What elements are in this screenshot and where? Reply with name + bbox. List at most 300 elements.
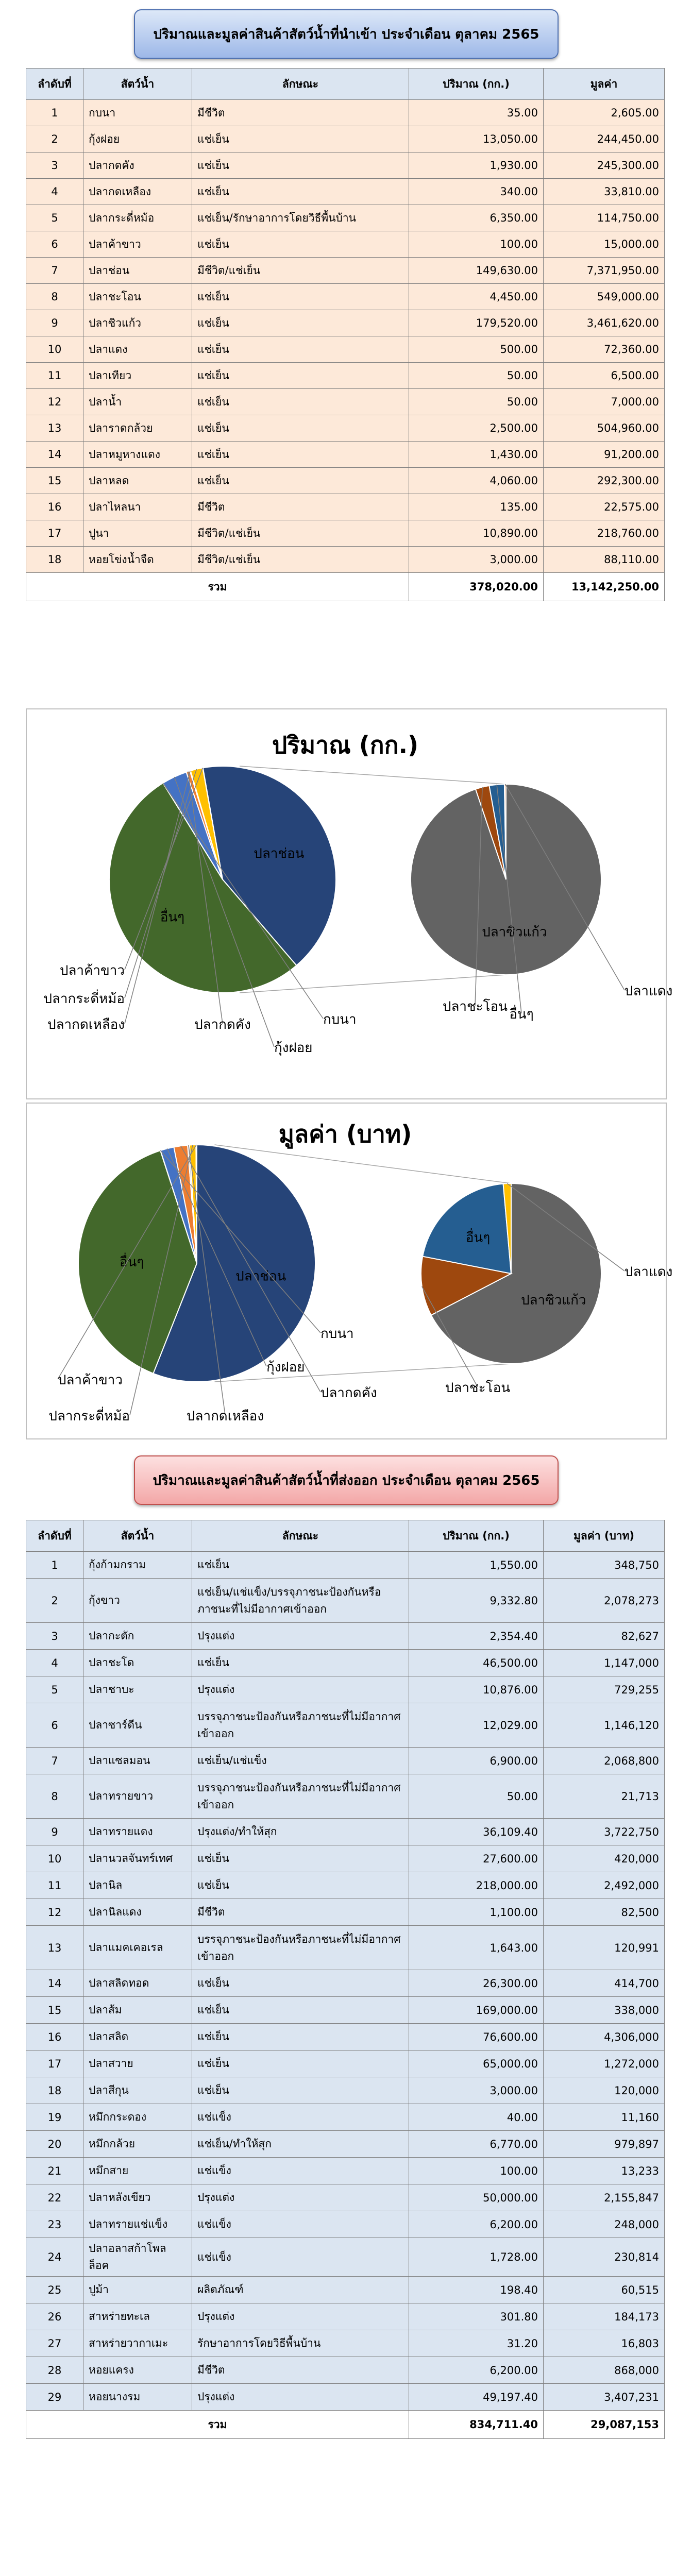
species-cell: ปลาน้ำ xyxy=(83,389,192,415)
type-cell: แช่แข็ง xyxy=(192,2104,409,2131)
quantity-cell: 76,600.00 xyxy=(409,2024,544,2050)
quantity-cell: 4,060.00 xyxy=(409,468,544,494)
type-cell: แช่เย็น xyxy=(192,336,409,363)
quantity-cell: 1,430.00 xyxy=(409,442,544,468)
quantity-cell: 198.40 xyxy=(409,2277,544,2303)
chart-title: มูลค่า (บาท) xyxy=(278,1120,412,1148)
table-row xyxy=(26,1970,665,1997)
main-pie-label: ปลาช่อน xyxy=(254,846,305,862)
species-cell: ปลาอลาสก้าโพลล็อค xyxy=(83,2238,192,2277)
main-pie-label: กุ้งฝอย xyxy=(274,1040,313,1056)
species-cell: หอยนางรม xyxy=(83,2384,192,2411)
quantity-cell: 179,520.00 xyxy=(409,310,544,336)
main-pie-label: กบนา xyxy=(320,1326,354,1342)
quantity-cell: 1,550.00 xyxy=(409,1552,544,1579)
detail-pie-label: อื่นๆ xyxy=(465,1230,491,1246)
quantity-cell: 4,450.00 xyxy=(409,284,544,310)
type-cell: แช่เย็น xyxy=(192,152,409,179)
row-number-cell: 7 xyxy=(26,258,83,284)
header-cell: ลำดับที่ xyxy=(26,1520,83,1552)
quantity-cell: 301.80 xyxy=(409,2303,544,2330)
species-cell: หอยแครง xyxy=(83,2357,192,2384)
table-row xyxy=(26,2211,665,2238)
table-row xyxy=(26,152,665,179)
table-row xyxy=(26,2303,665,2330)
table-row xyxy=(26,205,665,231)
table-row xyxy=(26,1703,665,1748)
row-number-cell: 4 xyxy=(26,179,83,205)
row-number-cell: 17 xyxy=(26,520,83,547)
species-cell: ปลาช่อน xyxy=(83,258,192,284)
row-number-cell: 28 xyxy=(26,2357,83,2384)
total-value: 13,142,250.00 xyxy=(544,573,665,601)
species-cell: กุ้งฝอย xyxy=(83,126,192,152)
type-cell: แช่เย็น xyxy=(192,389,409,415)
total-quantity: 378,020.00 xyxy=(409,573,544,601)
value-cell: 979,897 xyxy=(544,2131,665,2158)
row-number-cell: 18 xyxy=(26,2077,83,2104)
value-cell: 420,000 xyxy=(544,1845,665,1872)
value-cell: 120,991 xyxy=(544,1926,665,1970)
row-number-cell: 12 xyxy=(26,1899,83,1926)
value-cell: 549,000.00 xyxy=(544,284,665,310)
value-cell: 82,500 xyxy=(544,1899,665,1926)
row-number-cell: 4 xyxy=(26,1650,83,1676)
main-pie-label: ปลาช่อน xyxy=(235,1268,286,1284)
type-cell: แช่เย็น xyxy=(192,310,409,336)
type-cell: แช่เย็น xyxy=(192,284,409,310)
type-cell: มีชีวิต xyxy=(192,494,409,520)
row-number-cell: 26 xyxy=(26,2303,83,2330)
row-number-cell: 5 xyxy=(26,205,83,231)
quantity-cell: 1,930.00 xyxy=(409,152,544,179)
value-cell: 1,147,000 xyxy=(544,1650,665,1676)
row-number-cell: 19 xyxy=(26,2104,83,2131)
species-cell: ปลาทรายแดง xyxy=(83,1819,192,1845)
species-cell: ปลาแดง xyxy=(83,336,192,363)
row-number-cell: 15 xyxy=(26,468,83,494)
species-cell: ปลาสีกุน xyxy=(83,2077,192,2104)
species-cell: กุ้งก้ามกราม xyxy=(83,1552,192,1579)
quantity-cell: 218,000.00 xyxy=(409,1872,544,1899)
table-row xyxy=(26,1552,665,1579)
type-cell: มีชีวิต/แช่เย็น xyxy=(192,547,409,573)
type-cell: แช่เย็น/ทำให้สุก xyxy=(192,2131,409,2158)
quantity-cell: 500.00 xyxy=(409,336,544,363)
species-cell: ปลาส้ม xyxy=(83,1997,192,2024)
value-cell: 1,272,000 xyxy=(544,2050,665,2077)
detail-pie-label: ปลาแดง xyxy=(625,1264,673,1280)
row-number-cell: 13 xyxy=(26,1926,83,1970)
quantity-cell: 50.00 xyxy=(409,1774,544,1819)
detail-pie-label: ปลาซิวแก้ว xyxy=(521,1292,586,1308)
type-cell: แช่เย็น xyxy=(192,2024,409,2050)
quantity-cell: 35.00 xyxy=(409,100,544,126)
main-pie-label: ปลากดเหลือง xyxy=(47,1017,125,1032)
value-cell: 414,700 xyxy=(544,1970,665,1997)
row-number-cell: 20 xyxy=(26,2131,83,2158)
quantity-cell: 40.00 xyxy=(409,2104,544,2131)
row-number-cell: 8 xyxy=(26,1774,83,1819)
row-number-cell: 22 xyxy=(26,2184,83,2211)
table-row xyxy=(26,258,665,284)
species-cell: ปลาเทียว xyxy=(83,363,192,389)
table-row xyxy=(26,1676,665,1703)
header-cell: ลำดับที่ xyxy=(26,69,83,100)
species-cell: ปลากระดี่หม้อ xyxy=(83,205,192,231)
main-pie-label: อื่นๆ xyxy=(119,1254,144,1270)
quantity-cell: 6,770.00 xyxy=(409,2131,544,2158)
quantity-cell: 169,000.00 xyxy=(409,1997,544,2024)
type-cell: ปรุงแต่ง/ทำให้สุก xyxy=(192,1819,409,1845)
table-row xyxy=(26,468,665,494)
value-cell: 338,000 xyxy=(544,1997,665,2024)
species-cell: กบนา xyxy=(83,100,192,126)
table-row xyxy=(26,520,665,547)
table-row xyxy=(26,1997,665,2024)
value-cell: 11,160 xyxy=(544,2104,665,2131)
total-label: รวม xyxy=(26,573,409,601)
quantity-cell: 9,332.80 xyxy=(409,1579,544,1623)
table-row xyxy=(26,2384,665,2411)
species-cell: หมึกสาย xyxy=(83,2158,192,2184)
quantity-cell: 149,630.00 xyxy=(409,258,544,284)
type-cell: แช่เย็น xyxy=(192,179,409,205)
value-cell: 33,810.00 xyxy=(544,179,665,205)
row-number-cell: 2 xyxy=(26,1579,83,1623)
import-table-header-row xyxy=(26,69,665,100)
type-cell: แช่เย็น xyxy=(192,1552,409,1579)
row-number-cell: 16 xyxy=(26,2024,83,2050)
table-row xyxy=(26,1623,665,1650)
table-row xyxy=(26,179,665,205)
quantity-cell: 6,350.00 xyxy=(409,205,544,231)
species-cell: ปลากดคัง xyxy=(83,152,192,179)
quantity-cell: 6,200.00 xyxy=(409,2211,544,2238)
type-cell: แช่เย็น xyxy=(192,126,409,152)
detail-pie-label: ปลาแดง xyxy=(625,984,673,999)
row-number-cell: 16 xyxy=(26,494,83,520)
main-pie-label: กุ้งฝอย xyxy=(266,1360,305,1375)
type-cell: แช่เย็น xyxy=(192,442,409,468)
header-cell: ลักษณะ xyxy=(192,69,409,100)
row-number-cell: 10 xyxy=(26,336,83,363)
value-cell: 218,760.00 xyxy=(544,520,665,547)
species-cell: ปลาสวาย xyxy=(83,2050,192,2077)
detail-pie-label: อื่นๆ xyxy=(509,1007,534,1022)
table-row xyxy=(26,2184,665,2211)
species-cell: กุ้งขาว xyxy=(83,1579,192,1623)
header-cell: ปริมาณ (กก.) xyxy=(409,69,544,100)
species-cell: ปลาชาบะ xyxy=(83,1676,192,1703)
row-number-cell: 11 xyxy=(26,363,83,389)
row-number-cell: 7 xyxy=(26,1748,83,1774)
import-value-chart xyxy=(26,1103,673,1439)
main-pie-label: ปลาค้าขาว xyxy=(59,963,125,978)
type-cell: ปรุงแต่ง xyxy=(192,2303,409,2330)
value-cell: 729,255 xyxy=(544,1676,665,1703)
quantity-cell: 6,200.00 xyxy=(409,2357,544,2384)
row-number-cell: 12 xyxy=(26,389,83,415)
row-number-cell: 5 xyxy=(26,1676,83,1703)
row-number-cell: 29 xyxy=(26,2384,83,2411)
total-quantity: 834,711.40 xyxy=(409,2411,544,2439)
row-number-cell: 1 xyxy=(26,100,83,126)
type-cell: แช่เย็น xyxy=(192,231,409,258)
quantity-cell: 31.20 xyxy=(409,2330,544,2357)
value-cell: 248,000 xyxy=(544,2211,665,2238)
table-row xyxy=(26,442,665,468)
header-cell: สัตว์น้ำ xyxy=(83,1520,192,1552)
value-cell: 60,515 xyxy=(544,2277,665,2303)
quantity-cell: 1,728.00 xyxy=(409,2238,544,2277)
type-cell: ปรุงแต่ง xyxy=(192,1623,409,1650)
type-cell: ปรุงแต่ง xyxy=(192,2384,409,2411)
row-number-cell: 9 xyxy=(26,1819,83,1845)
table-row xyxy=(26,1845,665,1872)
type-cell: แช่เย็น xyxy=(192,1970,409,1997)
main-pie-label: กบนา xyxy=(323,1012,357,1027)
quantity-cell: 10,890.00 xyxy=(409,520,544,547)
total-row xyxy=(26,2411,665,2439)
row-number-cell: 14 xyxy=(26,1970,83,1997)
row-number-cell: 17 xyxy=(26,2050,83,2077)
value-cell: 22,575.00 xyxy=(544,494,665,520)
type-cell: ผลิตภัณฑ์ xyxy=(192,2277,409,2303)
quantity-cell: 26,300.00 xyxy=(409,1970,544,1997)
total-row xyxy=(26,573,665,601)
quantity-cell: 13,050.00 xyxy=(409,126,544,152)
species-cell: ปลาแมคเคอเรล xyxy=(83,1926,192,1970)
value-cell: 72,360.00 xyxy=(544,336,665,363)
value-cell: 91,200.00 xyxy=(544,442,665,468)
quantity-cell: 27,600.00 xyxy=(409,1845,544,1872)
row-number-cell: 14 xyxy=(26,442,83,468)
species-cell: ปลาซาร์ดีน xyxy=(83,1703,192,1748)
species-cell: สาหร่ายทะเล xyxy=(83,2303,192,2330)
quantity-cell: 65,000.00 xyxy=(409,2050,544,2077)
type-cell: แช่แข็ง xyxy=(192,2238,409,2277)
quantity-cell: 46,500.00 xyxy=(409,1650,544,1676)
table-row xyxy=(26,1579,665,1623)
quantity-cell: 135.00 xyxy=(409,494,544,520)
value-cell: 2,605.00 xyxy=(544,100,665,126)
species-cell: หอยโข่งน้ำจืด xyxy=(83,547,192,573)
import-value-pie-svg xyxy=(27,1104,673,1436)
quantity-cell: 1,643.00 xyxy=(409,1926,544,1970)
table-row xyxy=(26,1774,665,1819)
row-number-cell: 9 xyxy=(26,310,83,336)
value-cell: 230,814 xyxy=(544,2238,665,2277)
value-cell: 6,500.00 xyxy=(544,363,665,389)
import-quantity-chart xyxy=(26,708,673,1099)
type-cell: แช่เย็น xyxy=(192,468,409,494)
type-cell: มีชีวิต xyxy=(192,2357,409,2384)
import-title-banner xyxy=(134,9,559,59)
quantity-cell: 3,000.00 xyxy=(409,547,544,573)
main-pie-label: ปลากระดี่หม้อ xyxy=(43,991,125,1007)
type-cell: รักษาอาการโดยวิธีพื้นบ้าน xyxy=(192,2330,409,2357)
type-cell: แช่เย็น/รักษาอาการโดยวิธีพื้นบ้าน xyxy=(192,205,409,231)
table-row xyxy=(26,231,665,258)
row-number-cell: 6 xyxy=(26,1703,83,1748)
value-cell: 7,000.00 xyxy=(544,389,665,415)
detail-pie-label: ปลาชะโอน xyxy=(442,999,508,1014)
row-number-cell: 6 xyxy=(26,231,83,258)
chart-title: ปริมาณ (กก.) xyxy=(272,731,418,759)
species-cell: ปลาสลิด xyxy=(83,2024,192,2050)
header-cell: ลักษณะ xyxy=(192,1520,409,1552)
value-cell: 245,300.00 xyxy=(544,152,665,179)
table-row xyxy=(26,2077,665,2104)
type-cell: มีชีวิต/แช่เย็น xyxy=(192,520,409,547)
value-cell: 184,173 xyxy=(544,2303,665,2330)
type-cell: มีชีวิต xyxy=(192,100,409,126)
species-cell: ปลาราดกล้วย xyxy=(83,415,192,442)
species-cell: ปลานวลจันทร์เทศ xyxy=(83,1845,192,1872)
table-row xyxy=(26,2158,665,2184)
table-row xyxy=(26,547,665,573)
header-cell: มูลค่า (บาท) xyxy=(544,1520,665,1552)
export-title-banner xyxy=(134,1455,559,1505)
detail-pie-label: ปลาชะโอน xyxy=(445,1380,511,1396)
type-cell: มีชีวิต xyxy=(192,1899,409,1926)
table-row xyxy=(26,1926,665,1970)
import-table xyxy=(26,68,665,601)
header-cell: ปริมาณ (กก.) xyxy=(409,1520,544,1552)
type-cell: แช่แข็ง xyxy=(192,2158,409,2184)
value-cell: 3,461,620.00 xyxy=(544,310,665,336)
value-cell: 3,722,750 xyxy=(544,1819,665,1845)
row-number-cell: 1 xyxy=(26,1552,83,1579)
species-cell: ปลาไหลนา xyxy=(83,494,192,520)
species-cell: ปลานิลแดง xyxy=(83,1899,192,1926)
quantity-cell: 2,354.40 xyxy=(409,1623,544,1650)
row-number-cell: 8 xyxy=(26,284,83,310)
value-cell: 16,803 xyxy=(544,2330,665,2357)
quantity-cell: 50.00 xyxy=(409,389,544,415)
species-cell: ปลาสลิดทอด xyxy=(83,1970,192,1997)
table-row xyxy=(26,100,665,126)
row-number-cell: 2 xyxy=(26,126,83,152)
species-cell: สาหร่ายวากาเมะ xyxy=(83,2330,192,2357)
type-cell: แช่เย็น xyxy=(192,1650,409,1676)
table-row xyxy=(26,1819,665,1845)
species-cell: ปลาทรายแช่แข็ง xyxy=(83,2211,192,2238)
table-row xyxy=(26,310,665,336)
row-number-cell: 18 xyxy=(26,547,83,573)
type-cell: แช่เย็น xyxy=(192,2077,409,2104)
type-cell: บรรจุภาชนะป้องกันหรือภาชนะที่ไม่มีอากาศเข้าออก xyxy=(192,1926,409,1970)
value-cell: 120,000 xyxy=(544,2077,665,2104)
row-number-cell: 10 xyxy=(26,1845,83,1872)
table-row xyxy=(26,363,665,389)
table-row xyxy=(26,1748,665,1774)
species-cell: ปลาชะโด xyxy=(83,1650,192,1676)
type-cell: แช่เย็น xyxy=(192,1997,409,2024)
value-cell: 292,300.00 xyxy=(544,468,665,494)
table-row xyxy=(26,126,665,152)
value-cell: 21,713 xyxy=(544,1774,665,1819)
export-title: ปริมาณและมูลค่าสินค้าสัตว์น้ำที่ส่งออก ประจำเดือน ตุลาคม 2565 xyxy=(153,1472,540,1488)
import-title: ปริมาณและมูลค่าสินค้าสัตว์น้ำที่นำเข้า ประจำเดือน ตุลาคม 2565 xyxy=(153,26,539,42)
type-cell: แช่แข็ง xyxy=(192,2211,409,2238)
type-cell: แช่เย็น/แช่แข็ง xyxy=(192,1748,409,1774)
main-pie-label: ปลากดคัง xyxy=(194,1017,251,1032)
header-cell: สัตว์น้ำ xyxy=(83,69,192,100)
type-cell: ปรุงแต่ง xyxy=(192,2184,409,2211)
table-row xyxy=(26,2357,665,2384)
table-row xyxy=(26,2024,665,2050)
table-row xyxy=(26,2131,665,2158)
row-number-cell: 11 xyxy=(26,1872,83,1899)
species-cell: หมึกกระดอง xyxy=(83,2104,192,2131)
type-cell: บรรจุภาชนะป้องกันหรือภาชนะที่ไม่มีอากาศเข้าออก xyxy=(192,1774,409,1819)
table-row xyxy=(26,284,665,310)
quantity-cell: 12,029.00 xyxy=(409,1703,544,1748)
export-table xyxy=(26,1520,665,2439)
species-cell: ปลาค้าขาว xyxy=(83,231,192,258)
table-row xyxy=(26,2238,665,2277)
species-cell: ปลาหลังเขียว xyxy=(83,2184,192,2211)
species-cell: ปลากดเหลือง xyxy=(83,179,192,205)
table-row xyxy=(26,1650,665,1676)
species-cell: ปลานิล xyxy=(83,1872,192,1899)
quantity-cell: 1,100.00 xyxy=(409,1899,544,1926)
table-row xyxy=(26,2277,665,2303)
value-cell: 15,000.00 xyxy=(544,231,665,258)
quantity-cell: 10,876.00 xyxy=(409,1676,544,1703)
value-cell: 348,750 xyxy=(544,1552,665,1579)
value-cell: 868,000 xyxy=(544,2357,665,2384)
value-cell: 114,750.00 xyxy=(544,205,665,231)
species-cell: หมึกกล้วย xyxy=(83,2131,192,2158)
value-cell: 2,078,273 xyxy=(544,1579,665,1623)
value-cell: 1,146,120 xyxy=(544,1703,665,1748)
quantity-cell: 3,000.00 xyxy=(409,2077,544,2104)
main-pie-label: ปลากระดี่หม้อ xyxy=(48,1409,130,1424)
quantity-cell: 6,900.00 xyxy=(409,1748,544,1774)
type-cell: ปรุงแต่ง xyxy=(192,1676,409,1703)
species-cell: ปลากะตัก xyxy=(83,1623,192,1650)
type-cell: แช่เย็น xyxy=(192,363,409,389)
quantity-cell: 100.00 xyxy=(409,231,544,258)
type-cell: แช่เย็น/แช่แข็ง/บรรจุภาชนะป้องกันหรือภาชนะที่ไม่มีอากาศเข้าออก xyxy=(192,1579,409,1623)
value-cell: 2,068,800 xyxy=(544,1748,665,1774)
type-cell: แช่เย็น xyxy=(192,415,409,442)
header-cell: มูลค่า xyxy=(544,69,665,100)
row-number-cell: 13 xyxy=(26,415,83,442)
table-row xyxy=(26,2330,665,2357)
type-cell: มีชีวิต/แช่เย็น xyxy=(192,258,409,284)
main-pie-label: อื่นๆ xyxy=(160,909,185,925)
import-quantity-pie-svg xyxy=(27,709,673,1096)
total-label: รวม xyxy=(26,2411,409,2439)
main-pie-label: ปลาค้าขาว xyxy=(58,1372,123,1388)
quantity-cell: 49,197.40 xyxy=(409,2384,544,2411)
row-number-cell: 25 xyxy=(26,2277,83,2303)
species-cell: ปูนา xyxy=(83,520,192,547)
row-number-cell: 3 xyxy=(26,152,83,179)
species-cell: ปลาแซลมอน xyxy=(83,1748,192,1774)
species-cell: ปูม้า xyxy=(83,2277,192,2303)
value-cell: 244,450.00 xyxy=(544,126,665,152)
species-cell: ปลาหมูหางแดง xyxy=(83,442,192,468)
type-cell: แช่เย็น xyxy=(192,1845,409,1872)
value-cell: 2,155,847 xyxy=(544,2184,665,2211)
type-cell: บรรจุภาชนะป้องกันหรือภาชนะที่ไม่มีอากาศเข้าออก xyxy=(192,1703,409,1748)
table-row xyxy=(26,1899,665,1926)
